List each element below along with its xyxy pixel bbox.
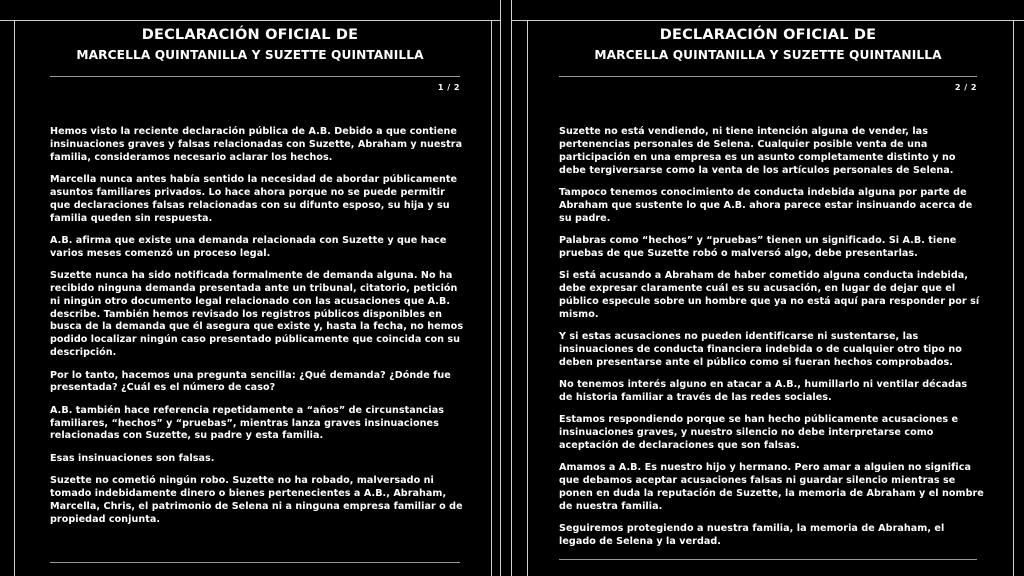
page-title: DECLARACIÓN OFICIAL DE [141,27,359,43]
statement-body [559,126,984,558]
page-top-edge [0,0,500,21]
paragraph: Amamos a A.B. Es nuestro hijo y hermano. Pero amar a alguien no significa que debamos aceptar acusaciones falsas ni guardar silencio mientras se ponen en duda la reputación de Suzette, la memoria de Abraham y el nombre de nuestra familia. [559,462,984,512]
footer-divider [50,562,460,563]
page-subtitle: MARCELLA QUINTANILLA Y SUZETTE QUINTANILLA [594,48,942,62]
page-top-edge [512,0,1024,21]
paragraph: A.B. afirma que existe una demanda relacionada con Suzette y que hace varios meses comenzó un proceso legal. [50,234,447,259]
page-subtitle: MARCELLA QUINTANILLA Y SUZETTE QUINTANILLA [76,48,424,62]
statement-body [50,126,465,536]
header-divider [559,76,977,77]
paragraph: Por lo tanto, hacemos una pregunta sencilla: ¿Qué demanda? ¿Dónde fue presentada? ¿Cuál es el número de caso? [50,369,451,394]
paragraph: A.B. también hace referencia repetidamente a “años” de circunstancias familiares, “hechos” y “pruebas”, mientras lanza graves insinuaciones relacionadas con Suzette, su padre y esta familia. [50,404,444,442]
paragraph: Hemos visto la reciente declaración pública de A.B. Debido a que contiene insinuaciones graves y falsas relacionadas con Suzette, Abraham y nuestra familia, consideramos necesario aclarar los hechos. [50,126,463,163]
paragraph: Suzette no está vendiendo, ni tiene intención alguna de vender, las pertenencias personales de Selena. Cualquier posible venta de una participación en una empresa es un asunto completamente distinto y no debe tergiversarse como la venta de los artículos personales de Selena. [559,126,956,176]
header-divider [50,76,460,77]
paragraph: Esas insinuaciones son falsas. [50,452,215,464]
page-number: 2 / 2 [954,83,977,92]
page-number: 1 / 2 [437,83,460,92]
paragraph: Y si estas acusaciones no pueden identificarse ni sustentarse, las insinuaciones de conducta financiera indebida o de cualquier otro tipo no deben presentarse ante el público como si fueran hechos comprobados. [559,330,962,368]
footer-divider [559,559,977,560]
statement-page-2 [511,0,1024,576]
statement-page-1 [0,0,501,576]
paragraph: Si está acusando a Abraham de haber cometido alguna conducta indebida, debe expresar claramente cuál es su acusación, en lugar de dejar que el público especule sobre un hombre que ya no está aquí para responder por sí mismo. [559,270,980,320]
paragraph: Suzette no cometió ningún robo. Suzette no ha robado, malversado ni tomado indebidamente dinero o bienes pertenecientes a A.B., Abraham, Marcella, Chris, el patrimonio de Selena ni a ninguna empresa familiar o de propiedad conjunta. [50,475,463,525]
paragraph: Tampoco tenemos conocimiento de conducta indebida alguna por parte de Abraham que sustente lo que A.B. ahora parece estar insinuando acerca de su padre. [559,186,973,224]
paragraph: Palabras como “hechos” y “pruebas” tienen un significado. Si A.B. tiene pruebas de que Suzette robó o malversó algo, debe presentarlas. [559,234,957,259]
paragraph: Marcella nunca antes había sentido la necesidad de abordar públicamente asuntos familiares privados. Lo hace ahora porque no se puede permitir que declaraciones falsas relacionadas con su difunto esposo, su hija y su familia queden sin respuesta. [50,174,458,224]
paragraph: Estamos respondiendo porque se han hecho públicamente acusaciones e insinuaciones graves, y nuestro silencio no debe interpretarse como aceptación de declaraciones que son falsas. [559,414,959,451]
paragraph: Seguiremos protegiendo a nuestra familia, la memoria de Abraham, el legado de Selena y la verdad. [559,523,945,547]
paragraph: Suzette nunca ha sido notificada formalmente de demanda alguna. No ha recibido ninguna demanda presentada ante un tribunal, citatorio, petición ni ningún otro documento legal relacionado con las acusaciones que A.B. describe. También hemos revisado los registros públicos disponibles en busca de la demanda que él asegura que existe y, hasta la fecha, no hemos podido localizar ningún caso presentado públicamente que coincida con su descripción. [50,270,464,359]
page-gap [501,0,511,576]
paragraph: No tenemos interés alguno en atacar a A.B., humillarlo ni ventilar décadas de historia familiar a través de las redes sociales. [559,379,968,403]
page-title: DECLARACIÓN OFICIAL DE [659,27,877,43]
